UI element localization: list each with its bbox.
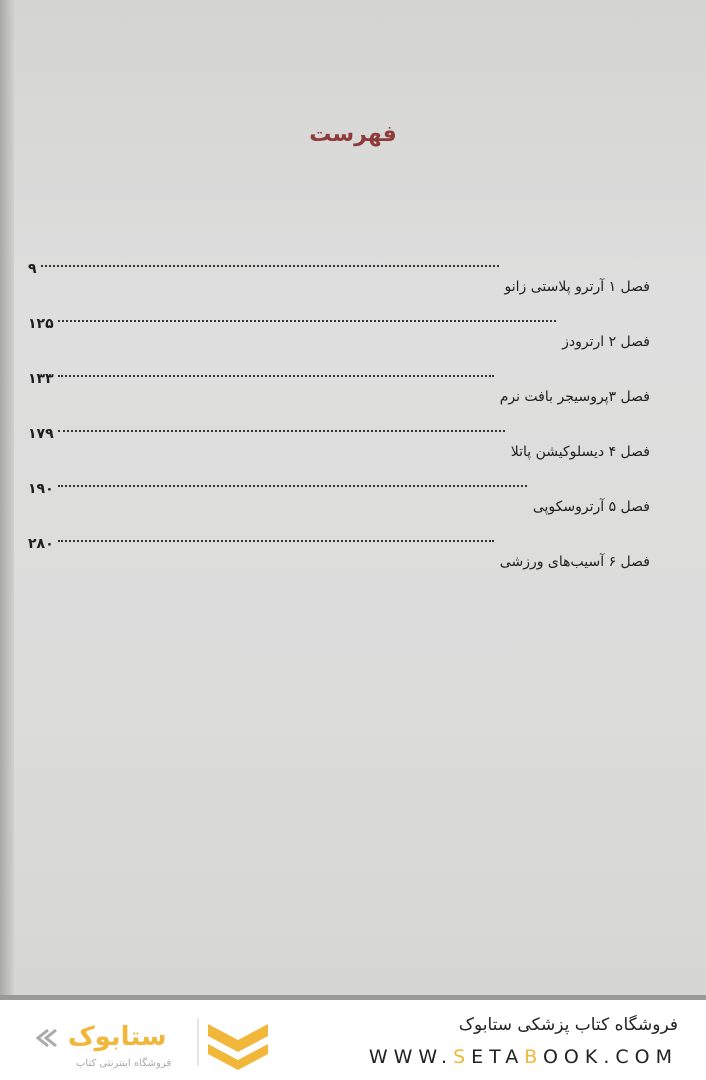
logo-wordmark: ستابوک	[68, 1022, 167, 1052]
toc-entry	[28, 287, 650, 350]
leader-dots	[58, 320, 556, 322]
toc-entry	[28, 452, 650, 515]
toc-label: فصل ۵ آرتروسکوپی	[532, 499, 650, 515]
leader-dots	[58, 430, 505, 432]
toc-entry	[28, 397, 650, 460]
store-url[interactable]	[369, 1046, 678, 1068]
url-part: OOK.COM	[542, 1046, 678, 1068]
toc-entry	[28, 342, 650, 405]
toc-label: فصل ۱ آرترو پلاستی زانو	[504, 279, 650, 295]
toc-label: فصل ۴ دیسلوکیشن پاتلا	[510, 444, 650, 460]
leader-dots	[58, 485, 527, 487]
toc-entry	[28, 507, 650, 570]
footer-banner	[0, 1000, 706, 1080]
page-title: فهرست	[309, 122, 397, 147]
setabook-logo	[30, 1010, 280, 1072]
toc-page: ۲۸۰	[28, 536, 54, 552]
url-part: WWW.	[368, 1046, 454, 1068]
leader-dots	[58, 375, 494, 377]
leader-dots	[58, 540, 494, 542]
toc-page: ۱۳۳	[28, 371, 54, 387]
url-part: ETA	[471, 1046, 525, 1068]
leader-dots	[41, 265, 499, 267]
url-part: S	[453, 1046, 472, 1068]
url-part: B	[524, 1046, 543, 1068]
toc-label: فصل ۲ ارترودز	[562, 334, 650, 350]
logo-subtitle: فروشگاه اینترنتی کتاب	[76, 1058, 172, 1069]
toc-label: فصل ۶ آسیب‌های ورزشی	[499, 554, 650, 570]
toc-entry	[28, 232, 650, 295]
toc-page: ۱۲۵	[28, 316, 54, 332]
toc-page: ۹	[28, 261, 37, 277]
store-name: فروشگاه کتاب پزشکی ستابوک	[458, 1015, 678, 1035]
table-of-contents	[28, 232, 650, 570]
toc-page: ۱۹۰	[28, 481, 54, 497]
toc-label: فصل ۳پروسیجر بافت نرم	[499, 389, 650, 405]
toc-page: ۱۷۹	[28, 426, 54, 442]
